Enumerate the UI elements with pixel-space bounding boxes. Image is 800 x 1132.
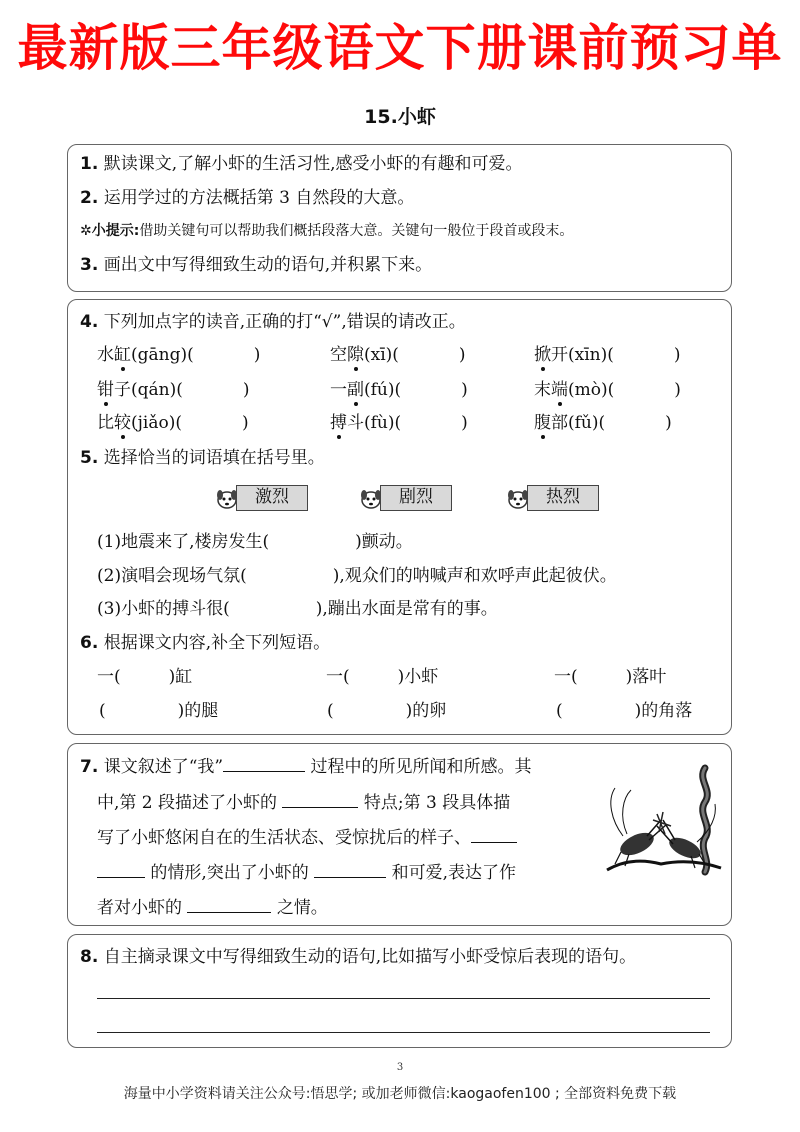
dotted-character: 副 [347,380,364,400]
phrase-item: 一( )小虾 [326,667,439,687]
question-7-line-4: 的情形,突出了小虾的 和可爱,表达了作 [97,861,516,884]
writing-line[interactable] [97,1032,710,1033]
pinyin-item [97,344,260,366]
pinyin-text: (jiǎo)( [131,413,182,433]
shrimp-illustration [601,760,725,895]
phrase-item: ( )的卵 [327,701,447,721]
phrase-item: ( )的角落 [556,701,693,721]
phrase-item: 一( )缸 [97,667,193,687]
pinyin-text: (gāng)( [131,345,194,365]
word-card-1 [214,483,310,513]
writing-line[interactable] [97,998,710,999]
question-2: 2. 运用学过的方法概括第 3 自然段的大意。 [80,188,415,208]
dotted-character: 隙 [347,345,364,365]
phrase-item: 一( )落叶 [554,667,667,687]
close-paren: ) [458,345,466,365]
close-paren: ) [665,413,672,433]
pinyin-item [97,412,249,434]
pinyin-text: 开 [551,345,568,365]
word-option: 剧烈 [380,485,452,511]
pinyin-text: 比 [97,413,114,433]
pinyin-item [534,344,681,366]
pinyin-text: 末 [534,380,551,400]
pinyin-text: 部 [551,413,568,433]
lesson-title: 15.小虾 [364,106,436,128]
pinyin-text: 空 [330,345,347,365]
pinyin-text: (qán)( [131,380,183,400]
dotted-character: 端 [551,380,568,400]
word-card-3 [505,483,601,513]
hint: ✲小提示:借助关键句可以帮助我们概括段落大意。关键句一般位于段首或段末。 [80,223,574,239]
word-option: 热烈 [527,485,599,511]
question-7-line-3: 写了小虾悠闲自在的生活状态、受惊扰后的样子、 [97,826,517,849]
close-paren: ) [242,380,250,400]
close-paren: ) [673,345,681,365]
question-4: 4. 下列加点字的读音,正确的打“√”,错误的请改正。 [80,312,466,332]
word-card-2 [358,483,454,513]
pinyin-item [330,379,468,401]
pinyin-text: 斗 [347,413,364,433]
pinyin-text: (fù)( [364,413,402,433]
pinyin-text: 一 [330,380,347,400]
pinyin-text: 子 [114,380,131,400]
sentence-2: (2)演唱会现场气氛( ),观众们的呐喊声和欢呼声此起彼伏。 [97,566,617,586]
answer-blank[interactable] [471,826,517,843]
question-1: 1. 默读课文,了解小虾的生活习性,感受小虾的有趣和可爱。 [80,154,523,174]
question-8: 8. 自主摘录课文中写得细致生动的语句,比如描写小虾受惊后表现的语句。 [80,947,637,967]
pinyin-item [330,412,468,434]
answer-blank[interactable] [282,791,358,808]
answer-blank[interactable] [187,896,271,913]
pinyin-item [534,412,672,434]
pinyin-text: (xī)( [364,345,399,365]
pinyin-text: (fú)( [364,380,402,400]
dotted-character: 缸 [114,345,131,365]
hint-label: ✲小提示: [80,223,140,239]
sentence-3: (3)小虾的搏斗很( ),蹦出水面是常有的事。 [97,599,498,619]
dotted-character: 掀 [534,345,551,365]
close-paren: ) [461,380,468,400]
sentence-1: (1)地震来了,楼房发生( )颤动。 [97,532,413,552]
dotted-character: 腹 [534,413,551,433]
close-paren: ) [461,413,468,433]
close-paren: ) [241,413,249,433]
question-3: 3. 画出文中写得细致生动的语句,并积累下来。 [80,255,433,275]
pinyin-text: (mò)( [568,380,615,400]
pinyin-text: (xīn)( [568,345,614,365]
banner-title: 最新版三年级语文下册课前预习单 [17,19,783,77]
question-6: 6. 根据课文内容,补全下列短语。 [80,633,331,653]
footer-note: 海量中小学资料请关注公众号:悟思学; 或加老师微信:kaogaofen100 ; 全部资料免费下载 [123,1086,677,1102]
answer-blank[interactable] [97,861,145,878]
pinyin-text: 水 [97,345,114,365]
dotted-character: 钳 [97,380,114,400]
close-paren: ) [253,345,261,365]
word-option: 激烈 [236,485,308,511]
answer-blank[interactable] [314,861,386,878]
question-7-line-5: 者对小虾的 之情。 [97,898,328,918]
page-number: 3 [396,1062,404,1073]
pinyin-item [97,379,250,401]
dotted-character: 搏 [330,413,347,433]
question-5: 5. 选择恰当的词语填在括号里。 [80,448,325,468]
question-7-line-2: 中,第 2 段描述了小虾的 特点;第 3 段具体描 [97,793,511,813]
pinyin-text: (fǔ)( [568,413,606,433]
answer-blank[interactable] [223,755,305,772]
pinyin-item [330,344,466,366]
phrase-item: ( )的腿 [99,701,219,721]
dotted-character: 较 [114,413,131,433]
close-paren: ) [674,380,681,400]
pinyin-item [534,379,681,401]
question-7-line-1: 7. 课文叙述了“我” 过程中的所见所闻和所感。其 [80,757,532,777]
